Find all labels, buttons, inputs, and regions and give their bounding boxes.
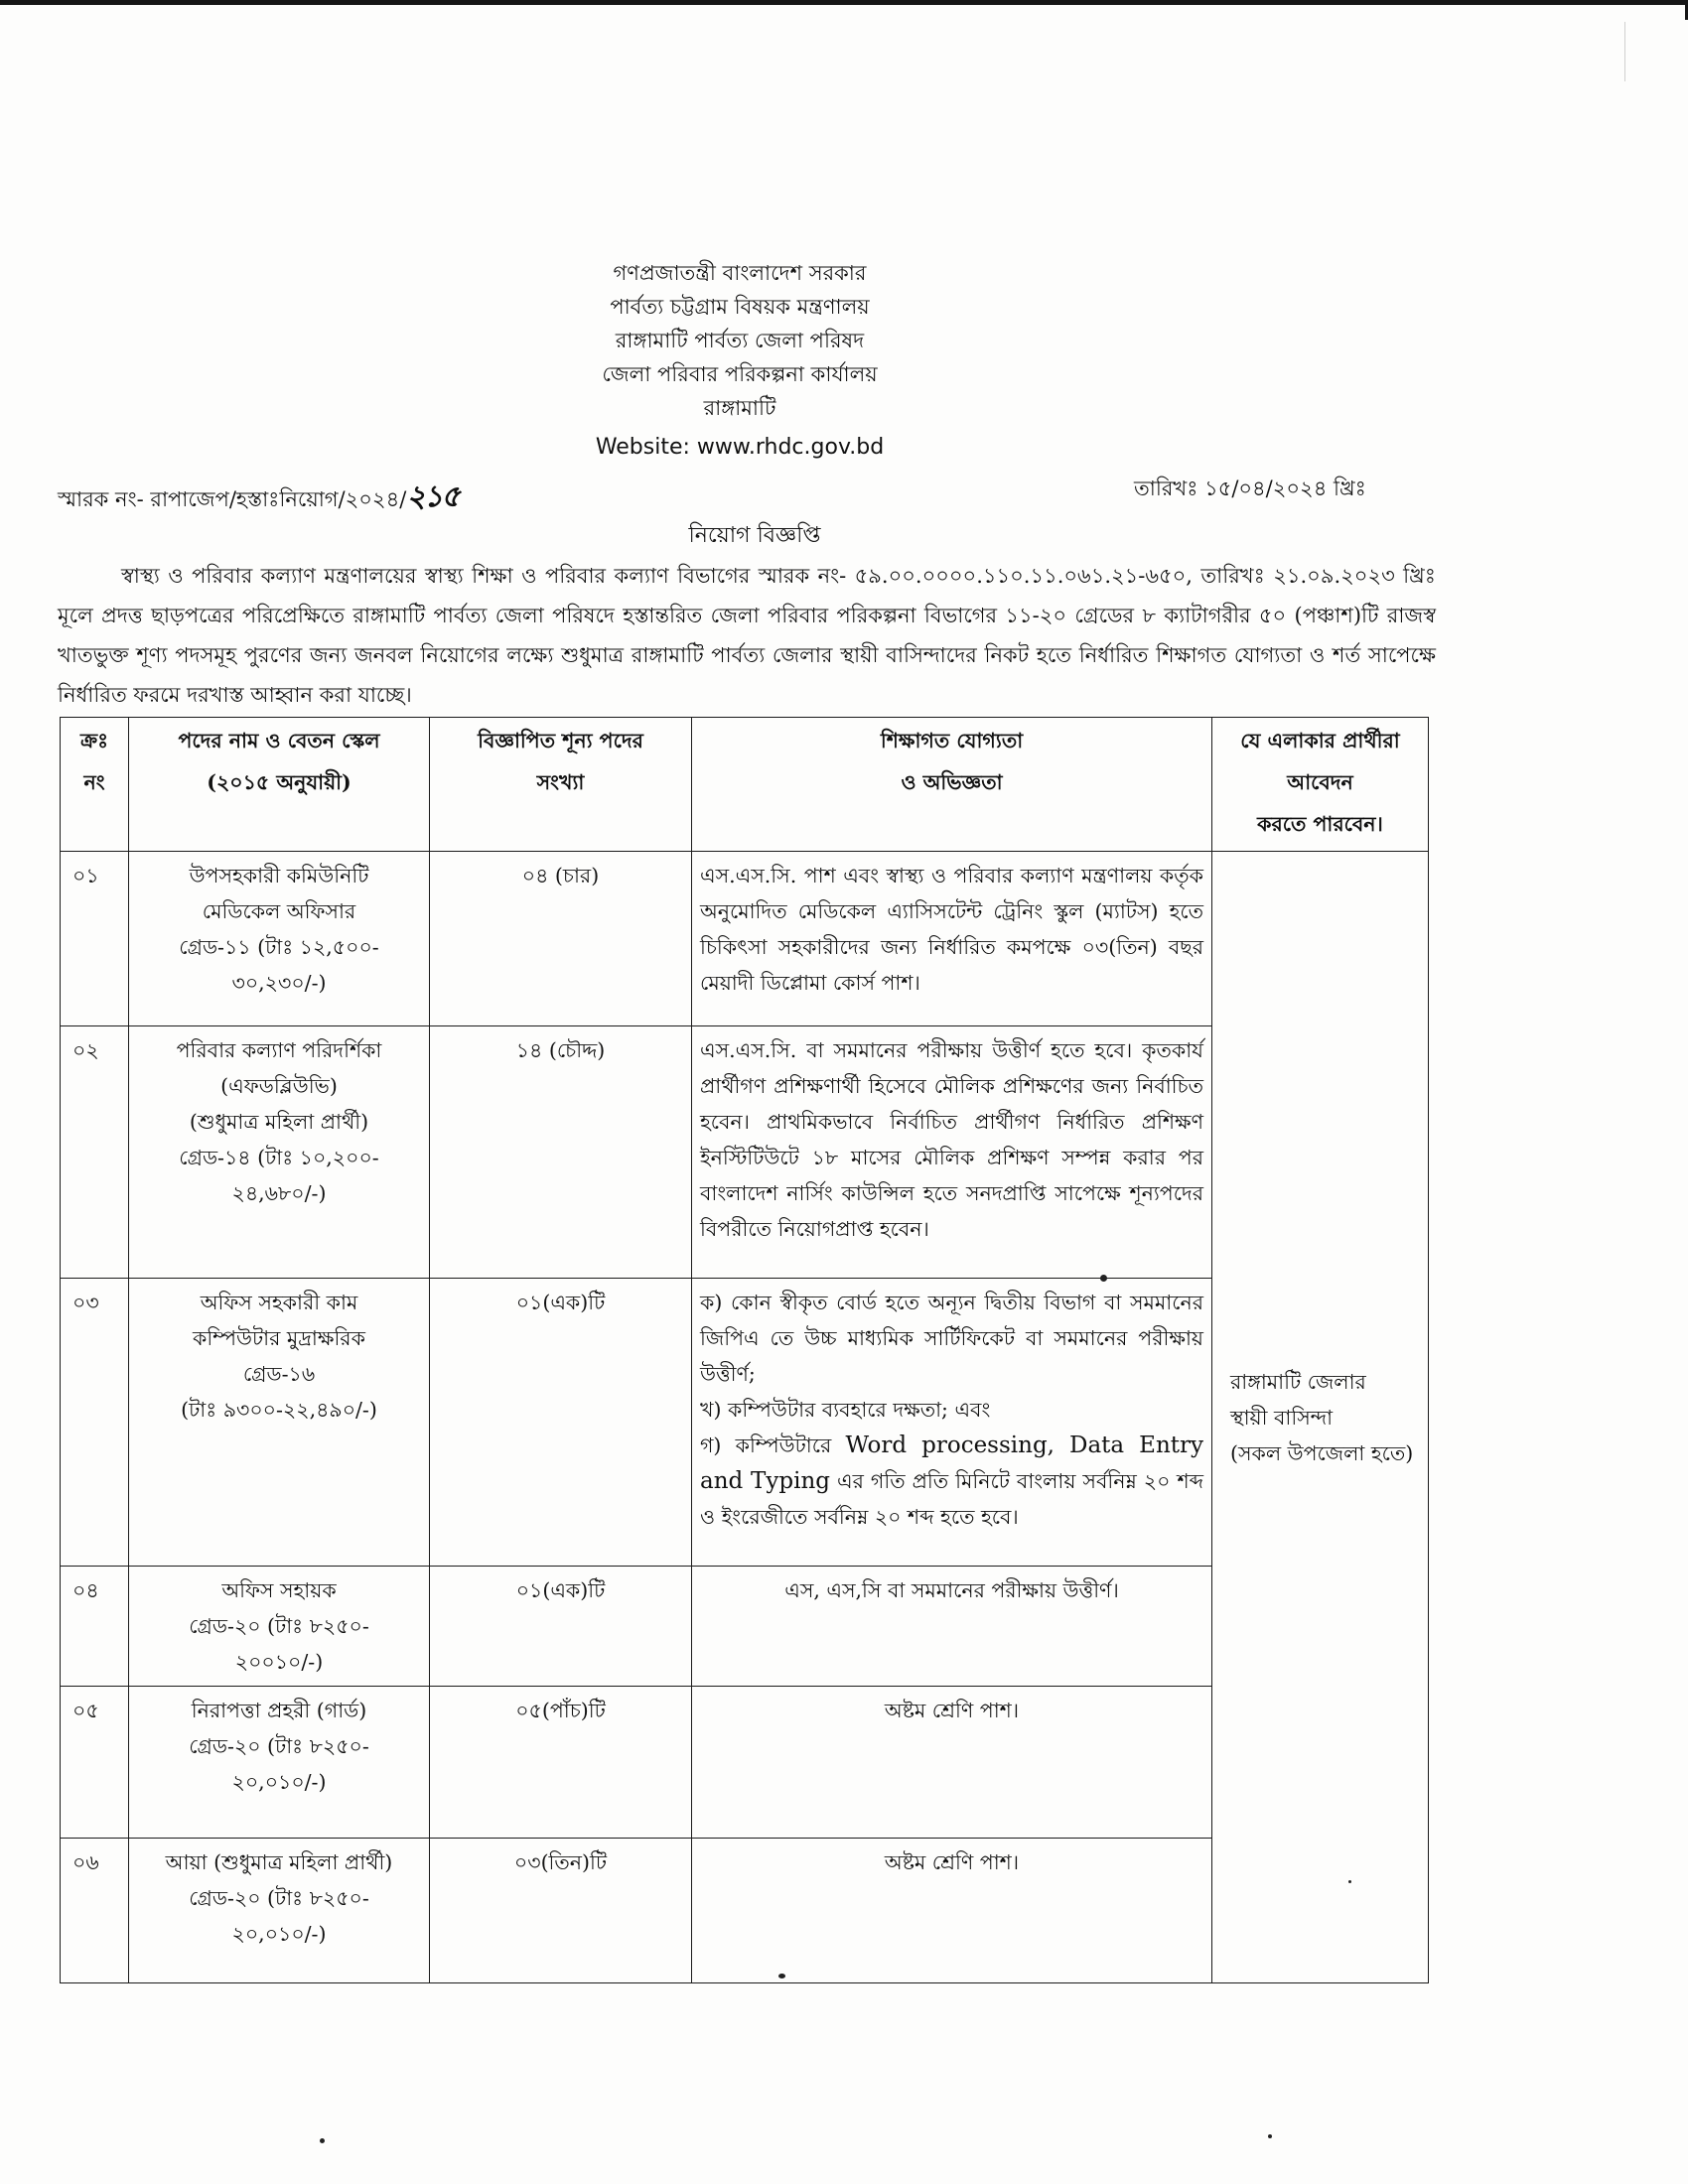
row-post [129, 1279, 430, 1567]
post-line: পরিবার কল্যাণ পরিদর্শিকা [176, 1038, 382, 1062]
post-line: গ্রেড-২০ (টাঃ ৮২৫০- [189, 1734, 369, 1758]
scan-speck [1100, 1275, 1107, 1282]
memo-number [58, 473, 459, 523]
header-region [1212, 718, 1429, 852]
row-serial: ০৩ [61, 1279, 129, 1567]
row-serial: ০১ [61, 852, 129, 1026]
row-count: ০১(এক)টি [430, 1279, 692, 1567]
eligible-region [1212, 852, 1429, 1983]
row-post [129, 852, 430, 1026]
header-region-line1: যে এলাকার প্রার্থীরা [1240, 729, 1400, 752]
header-line-office: জেলা পরিবার পরিকল্পনা কার্যালয় [602, 362, 878, 386]
row-count: ০৫(পাঁচ)টি [430, 1687, 692, 1839]
post-line: অফিস সহায়ক [221, 1578, 337, 1602]
header-count-line2: সংখ্যা [536, 770, 585, 794]
header-post-line1: পদের নাম ও বেতন স্কেল [178, 729, 380, 752]
header-region-line3: করতে পারবেন। [1257, 812, 1383, 836]
row-post [129, 1026, 430, 1279]
header-line-district: রাঙ্গামাটি [703, 396, 776, 420]
qualification-c-suffix: এর গতি প্রতি মিনিটে বাংলায় সর্বনিম্ন ২০ শব্দ ও ইংরেজীতে সর্বনিম্ন ২০ শব্দ হতে হবে। [700, 1469, 1204, 1529]
memo-prefix: স্মারক নং- রাপাজেপ/হস্তাঃনিয়োগ/২০২৪/ [58, 487, 407, 511]
post-line: (এফডব্লিউভি) [220, 1074, 338, 1098]
qualification-item-b: খ) কম্পিউটার ব্যবহারে দক্ষতা; এবং [700, 1398, 991, 1422]
row-count: ১৪ (চৌদ্দ) [430, 1026, 692, 1279]
row-post [129, 1567, 430, 1687]
row-count: ০৩(তিন)টি [430, 1839, 692, 1983]
post-line: ৩০,২৩০/-) [231, 971, 327, 995]
row-qualification: এস.এস.সি. পাশ এবং স্বাস্থ্য ও পরিবার কল্যাণ মন্ত্রণালয় কর্তৃক অনুমোদিত মেডিকেল এ্যাসিসটেন্ট ট্রেনিং স্কুল (ম্যাটস) হতে চিকিৎসা সহকারীদের জন্য নির্ধারিত কমপক্ষে ০৩(তিন) বছর মেয়াদী ডিপ্লোমা কোর্স পাশ। [692, 852, 1212, 1026]
qualification-item-c [700, 1428, 1203, 1535]
region-line: স্থায়ী বাসিন্দা [1230, 1405, 1334, 1430]
header-serial [61, 718, 129, 852]
row-qualification [692, 1279, 1212, 1567]
header-count-line1: বিজ্ঞাপিত শূন্য পদের [478, 729, 643, 752]
header-serial-line2: নং [83, 770, 105, 794]
post-line: কম্পিউটার মুদ্রাক্ষরিক [193, 1326, 365, 1350]
memo-handwritten-number: ২১৫ [406, 479, 459, 514]
post-line: অফিস সহকারী কাম [200, 1291, 358, 1314]
post-line: গ্রেড-২০ (টাঃ ৮২৫০- [189, 1614, 369, 1638]
row-count: ০১(এক)টি [430, 1567, 692, 1687]
row-qualification: অষ্টম শ্রেণি পাশ। [692, 1687, 1212, 1839]
post-line: ২০,০১০/-) [231, 1922, 327, 1946]
row-serial: ০৪ [61, 1567, 129, 1687]
scan-speck [1348, 1880, 1351, 1883]
notice-title: নিয়োগ বিজ্ঞপ্তি [688, 523, 821, 548]
post-line: মেডিকেল অফিসার [202, 899, 356, 923]
scan-speck [1268, 2134, 1272, 2138]
header-line-ministry: পার্বত্য চট্টগ্রাম বিষয়ক মন্ত্রণালয় [610, 295, 870, 319]
qualification-c-prefix: গ) কম্পিউটারে [700, 1433, 846, 1457]
row-count: ০৪ (চার) [430, 852, 692, 1026]
header-line-council: রাঙ্গামাটি পার্বত্য জেলা পরিষদ [615, 329, 865, 352]
header-region-line2: আবেদন [1287, 770, 1353, 794]
header-post-line2: (২০১৫ অনুযায়ী) [207, 770, 352, 794]
row-post [129, 1687, 430, 1839]
post-line: গ্রেড-১১ (টাঃ ১২,৫০০- [179, 935, 379, 959]
row-qualification: এস.এস.সি. বা সমমানের পরীক্ষায় উত্তীর্ণ হতে হবে। কৃতকার্য প্রার্থীগণ প্রশিক্ষণার্থী হিসেবে মৌলিক প্রশিক্ষণের জন্য নির্বাচিত হবেন। প্রাথমিকভাবে নির্বাচিত প্রার্থীগণ নির্ধারিত প্রশিক্ষণ ইনস্টিটিউটে ১৮ মাসের মৌলিক প্রশিক্ষণ সম্পন্ন করার পর বাংলাদেশ নার্সিং কাউন্সিল হতে সনদপ্রাপ্তি সাপেক্ষে শূন্যপদের বিপরীতে নিয়োগপ্রাপ্ত হবেন। [692, 1026, 1212, 1279]
header-qualification [692, 718, 1212, 852]
post-line: আয়া (শুধুমাত্র মহিলা প্রার্থী) [165, 1850, 393, 1874]
post-line: (শুধুমাত্র মহিলা প্রার্থী) [189, 1110, 369, 1134]
row-serial: ০২ [61, 1026, 129, 1279]
header-qualification-line1: শিক্ষাগত যোগ্যতা [880, 729, 1024, 752]
post-line: ২০,০১০/-) [231, 1770, 327, 1794]
post-line: (টাঃ ৯৩০০-২২,৪৯০/-) [181, 1398, 377, 1422]
row-qualification: অষ্টম শ্রেণি পাশ। [692, 1839, 1212, 1983]
region-line: রাঙ্গামাটি জেলার [1230, 1369, 1366, 1394]
header-serial-line1: ক্রঃ [79, 729, 109, 752]
post-line: গ্রেড-১৪ (টাঃ ১০,২০০- [179, 1146, 379, 1169]
post-line: ২৪,৬৮০/-) [231, 1181, 327, 1205]
row-post [129, 1839, 430, 1983]
scan-artifact-line [1624, 22, 1625, 81]
notice-date: তারিখঃ ১৫/০৪/২০২৪ খ্রিঃ [1134, 477, 1366, 500]
post-line: গ্রেড-২০ (টাঃ ৮২৫০- [189, 1886, 369, 1910]
qualification-c-english: Word processing, Data Entry and Typing [700, 1433, 1203, 1494]
scan-speck [778, 1974, 785, 1979]
qualification-item-a: ক) কোন স্বীকৃত বোর্ড হতে অন্যূন দ্বিতীয় বিভাগ বা সমমানের জিপিএ তে উচ্চ মাধ্যমিক সার্টিফিকেট বা সমমানের পরীক্ষায় উত্তীর্ণ; [700, 1291, 1203, 1386]
office-header [0, 256, 1479, 467]
header-qualification-line2: ও অভিজ্ঞতা [901, 770, 1003, 794]
row-serial: ০৫ [61, 1687, 129, 1839]
post-line: নিরাপত্তা প্রহরী (গার্ড) [191, 1699, 367, 1722]
header-website: Website: www.rhdc.gov.bd [595, 435, 885, 460]
post-line: গ্রেড-১৬ [242, 1362, 316, 1386]
row-serial: ০৬ [61, 1839, 129, 1983]
intro-paragraph: স্বাস্থ্য ও পরিবার কল্যাণ মন্ত্রণালয়ের স্বাস্থ্য শিক্ষা ও পরিবার কল্যাণ বিভাগের স্মারক নং- ৫৯.০০.০০০০.১১০.১১.০৬১.২১-৬৫০, তারিখঃ ২১.০৯.২০২৩ খ্রিঃ মূলে প্রদত্ত ছাড়পত্রের পরিপ্রেক্ষিতে রাঙ্গামাটি পার্বত্য জেলা পরিষদে হস্তান্তরিত জেলা পরিবার পরিকল্পনা বিভাগের ১১-২০ গ্রেডের ৮ ক্যাটাগরীর ৫০ (পঞ্চাশ)টি রাজস্ব খাতভুক্ত শূণ্য পদসমূহ পুরণের জন্য জনবল নিয়োগের লক্ষ্যে শুধুমাত্র রাঙ্গামাটি পার্বত্য জেলার স্থায়ী বাসিন্দাদের নিকট হতে নির্ধারিত শিক্ষাগত যোগ্যতা ও শর্ত সাপেক্ষে নির্ধারিত ফরমে দরখাস্ত আহ্বান করা যাচ্ছে। [58, 564, 1436, 707]
header-line-government: গণপ্রজাতন্ত্রী বাংলাদেশ সরকার [613, 261, 867, 285]
table-row [61, 852, 1429, 1026]
region-line: (সকল উপজেলা হতে) [1230, 1440, 1414, 1465]
header-count [430, 718, 692, 852]
post-line: ২০০১০/-) [234, 1650, 324, 1674]
scan-edge [0, 0, 1688, 5]
table-header-row [61, 718, 1429, 852]
header-post [129, 718, 430, 852]
post-line: উপসহকারী কমিউনিটি [189, 864, 369, 887]
vacancy-table [60, 717, 1429, 1983]
scan-speck [320, 2138, 325, 2143]
row-qualification: এস, এস,সি বা সমমানের পরীক্ষায় উত্তীর্ণ। [692, 1567, 1212, 1687]
